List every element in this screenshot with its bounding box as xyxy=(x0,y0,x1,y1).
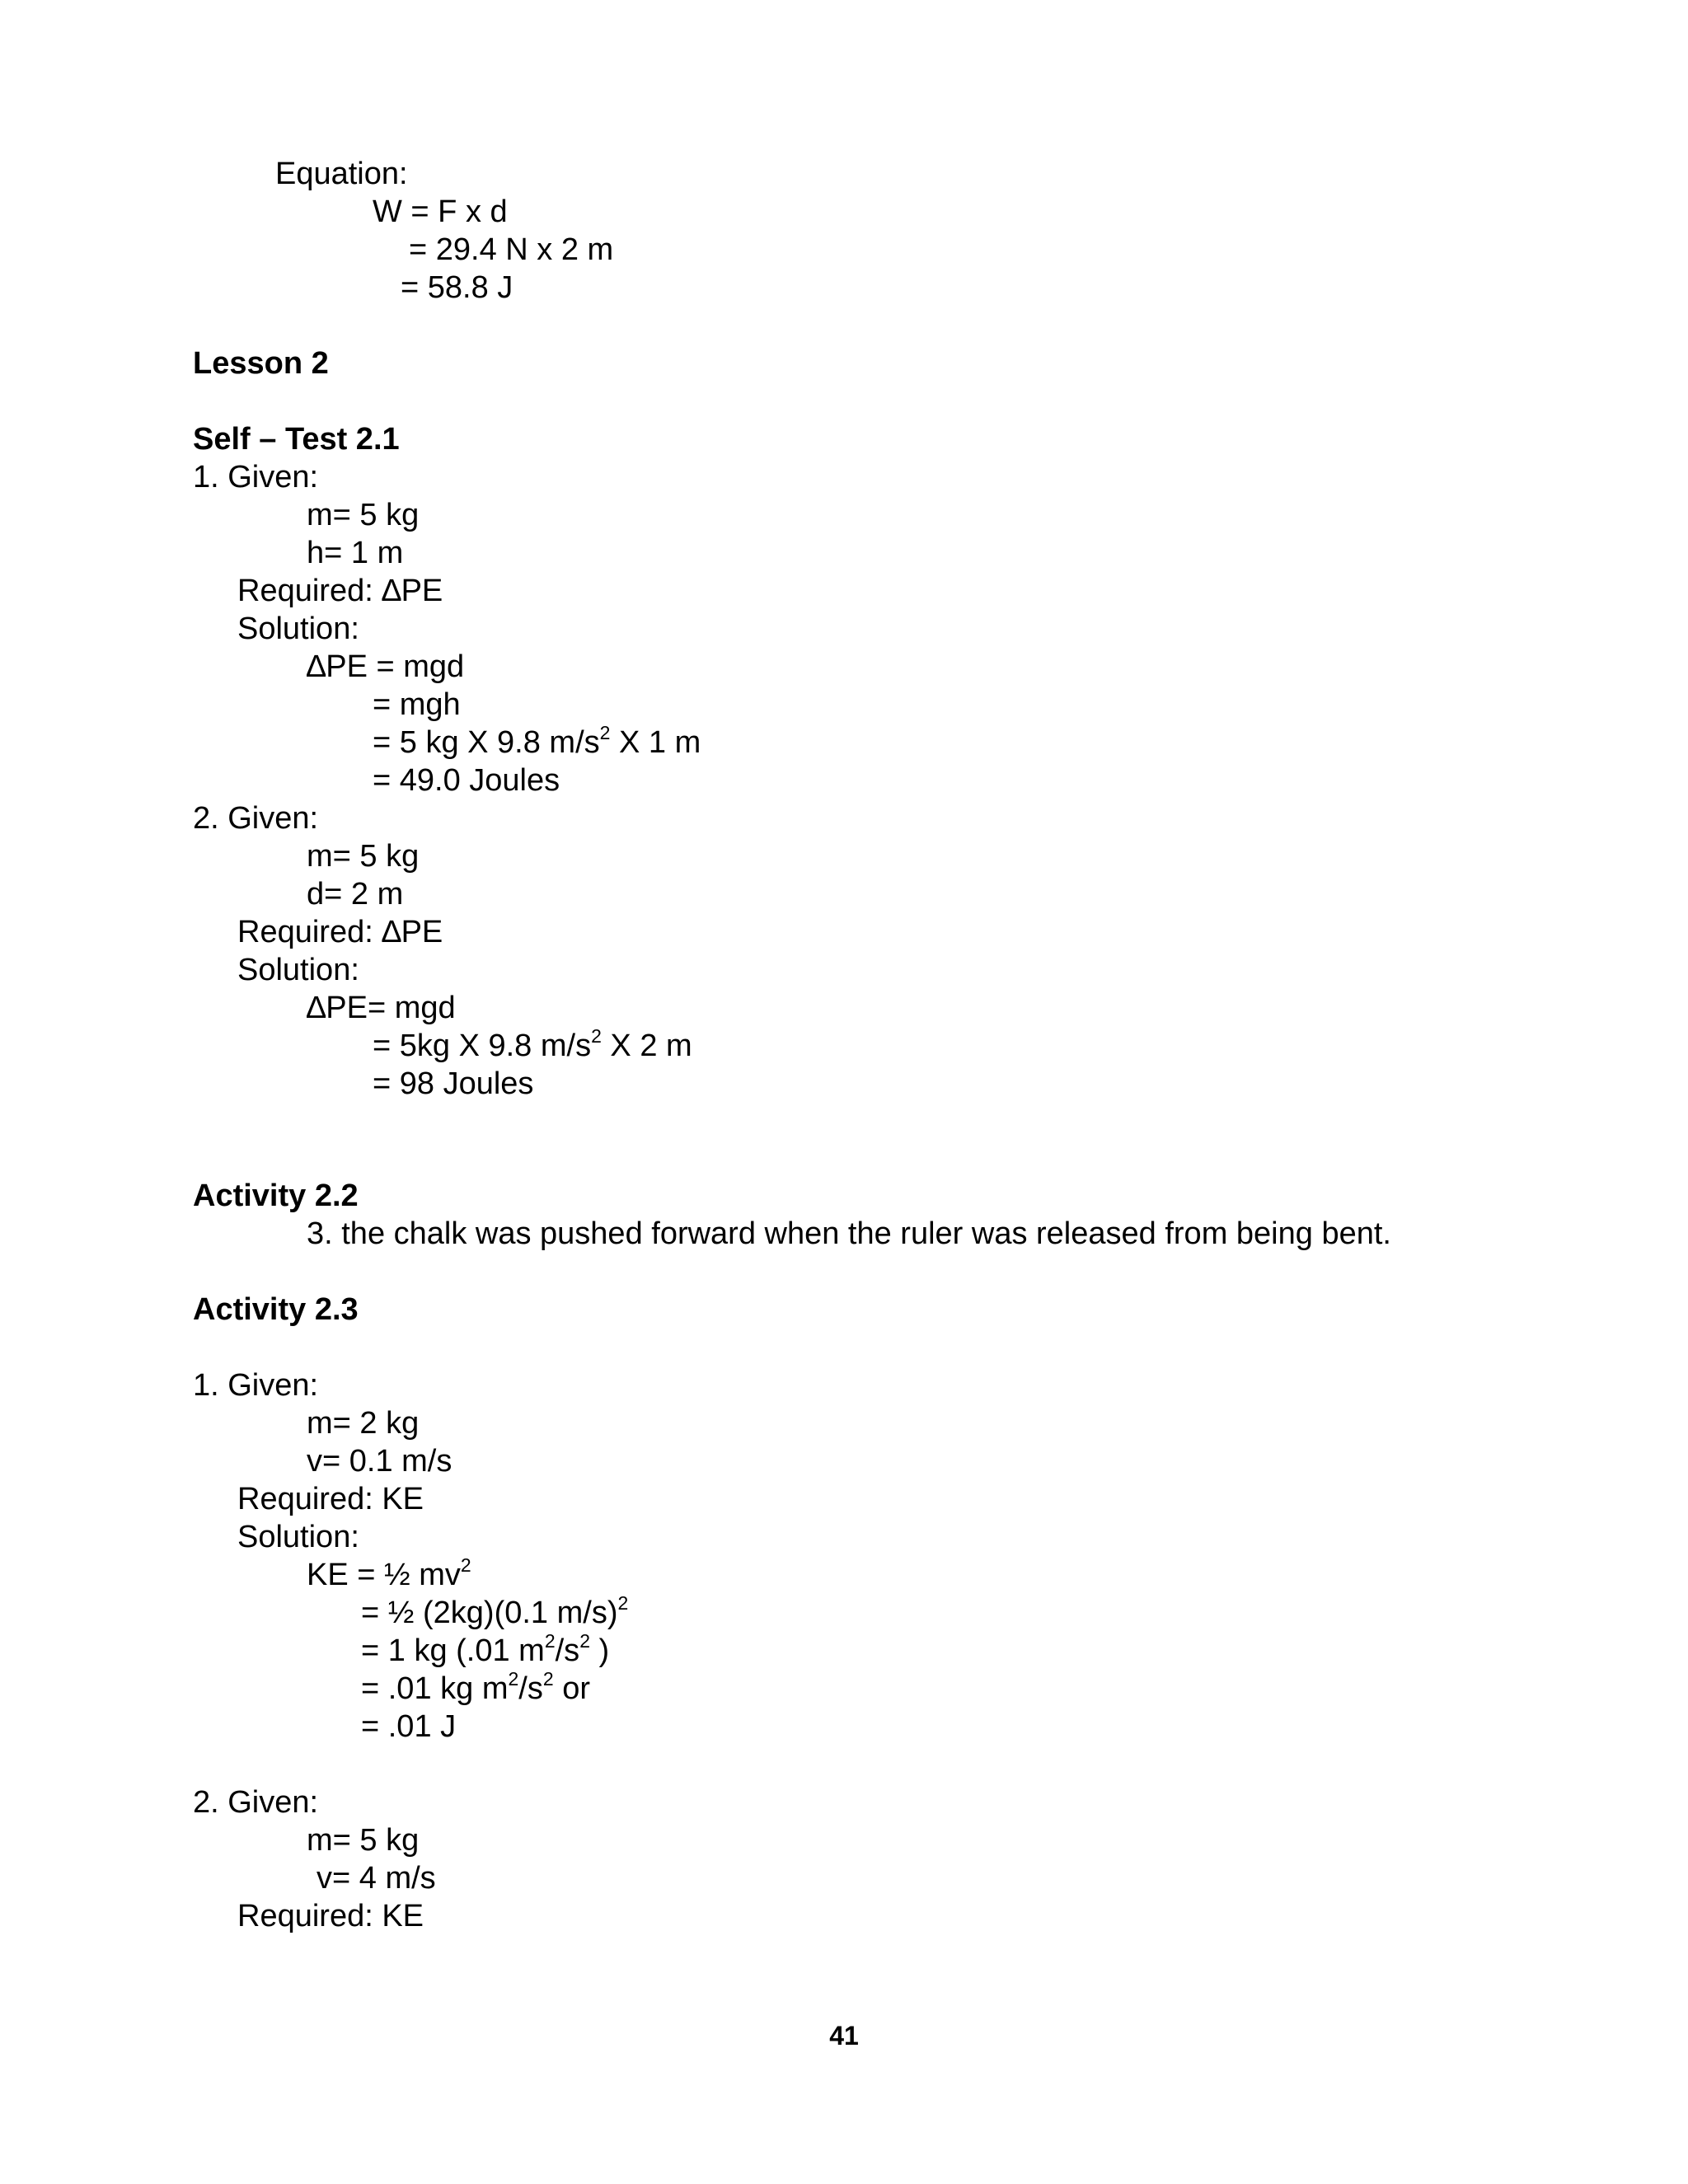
a23-q1-step-5: = .01 J xyxy=(361,1709,457,1744)
activity-2-2-answer: 3. the chalk was pushed forward when the ruler was released from being bent. xyxy=(307,1216,1391,1251)
st-q1-required: Required: ∆PE xyxy=(237,574,443,608)
st-q1-step-3: = 5 kg X 9.8 $m/s^2$ X 1 m xyxy=(373,722,701,760)
st-q1-solution: Solution: xyxy=(237,612,359,646)
st-q2-required: Required: ∆PE xyxy=(237,915,443,949)
st-q1-step-1: ∆PE = mgd xyxy=(307,649,465,684)
equation-line-3: = 58.8 J xyxy=(401,270,513,305)
st-q2-step-2: = 5kg X 9.8 $m/s^2$ X 2 m xyxy=(373,1025,692,1063)
st-q1-mass: m= 5 kg xyxy=(307,498,420,532)
st-q2-step-3: = 98 Joules xyxy=(373,1066,534,1101)
a23-q1-step-2: = ½ (2kg)(0.1 m/s)$^2$ xyxy=(361,1592,629,1630)
a23-q2-required: Required: KE xyxy=(237,1899,424,1933)
a23-q2-given: 2. Given: xyxy=(193,1785,319,1820)
lesson-heading: Lesson 2 xyxy=(193,346,329,381)
st-q2-solution: Solution: xyxy=(237,953,359,987)
st-q1-given: 1. Given: xyxy=(193,460,319,494)
a23-q1-step-4: = .01 kg $m^2/s^2$ or xyxy=(361,1668,590,1706)
a23-q1-step-1: KE = ½ $mv^2$ xyxy=(307,1554,471,1592)
a23-q1-velocity: v= 0.1 m/s xyxy=(307,1444,452,1479)
activity-2-2-heading: Activity 2.2 xyxy=(193,1179,359,1213)
page-number: 41 xyxy=(829,2021,859,2050)
st-q1-height: h= 1 m xyxy=(307,536,404,570)
a23-q1-required: Required: KE xyxy=(237,1482,424,1516)
a23-q2-mass: m= 5 kg xyxy=(307,1823,420,1858)
a23-q1-given: 1. Given: xyxy=(193,1368,319,1403)
self-test-heading: Self – Test 2.1 xyxy=(193,422,400,457)
equation-line-2: = 29.4 N x 2 m xyxy=(409,232,614,267)
a23-q2-velocity: v= 4 m/s xyxy=(316,1861,436,1896)
st-q2-given: 2. Given: xyxy=(193,801,319,836)
st-q1-step-4: = 49.0 Joules xyxy=(373,763,560,798)
equation-line-1: W = F x d xyxy=(373,194,508,229)
activity-2-3-heading: Activity 2.3 xyxy=(193,1292,359,1327)
st-q1-step-2: = mgh xyxy=(373,687,461,722)
a23-q1-mass: m= 2 kg xyxy=(307,1406,420,1441)
st-q2-step-1: ∆PE= mgd xyxy=(307,991,456,1025)
a23-q1-step-3: = 1 kg (.01 $m^2/s^2$ ) xyxy=(361,1630,610,1668)
a23-q1-solution: Solution: xyxy=(237,1520,359,1554)
equation-label: Equation: xyxy=(275,157,408,191)
st-q2-distance: d= 2 m xyxy=(307,877,404,912)
st-q2-mass: m= 5 kg xyxy=(307,839,420,874)
